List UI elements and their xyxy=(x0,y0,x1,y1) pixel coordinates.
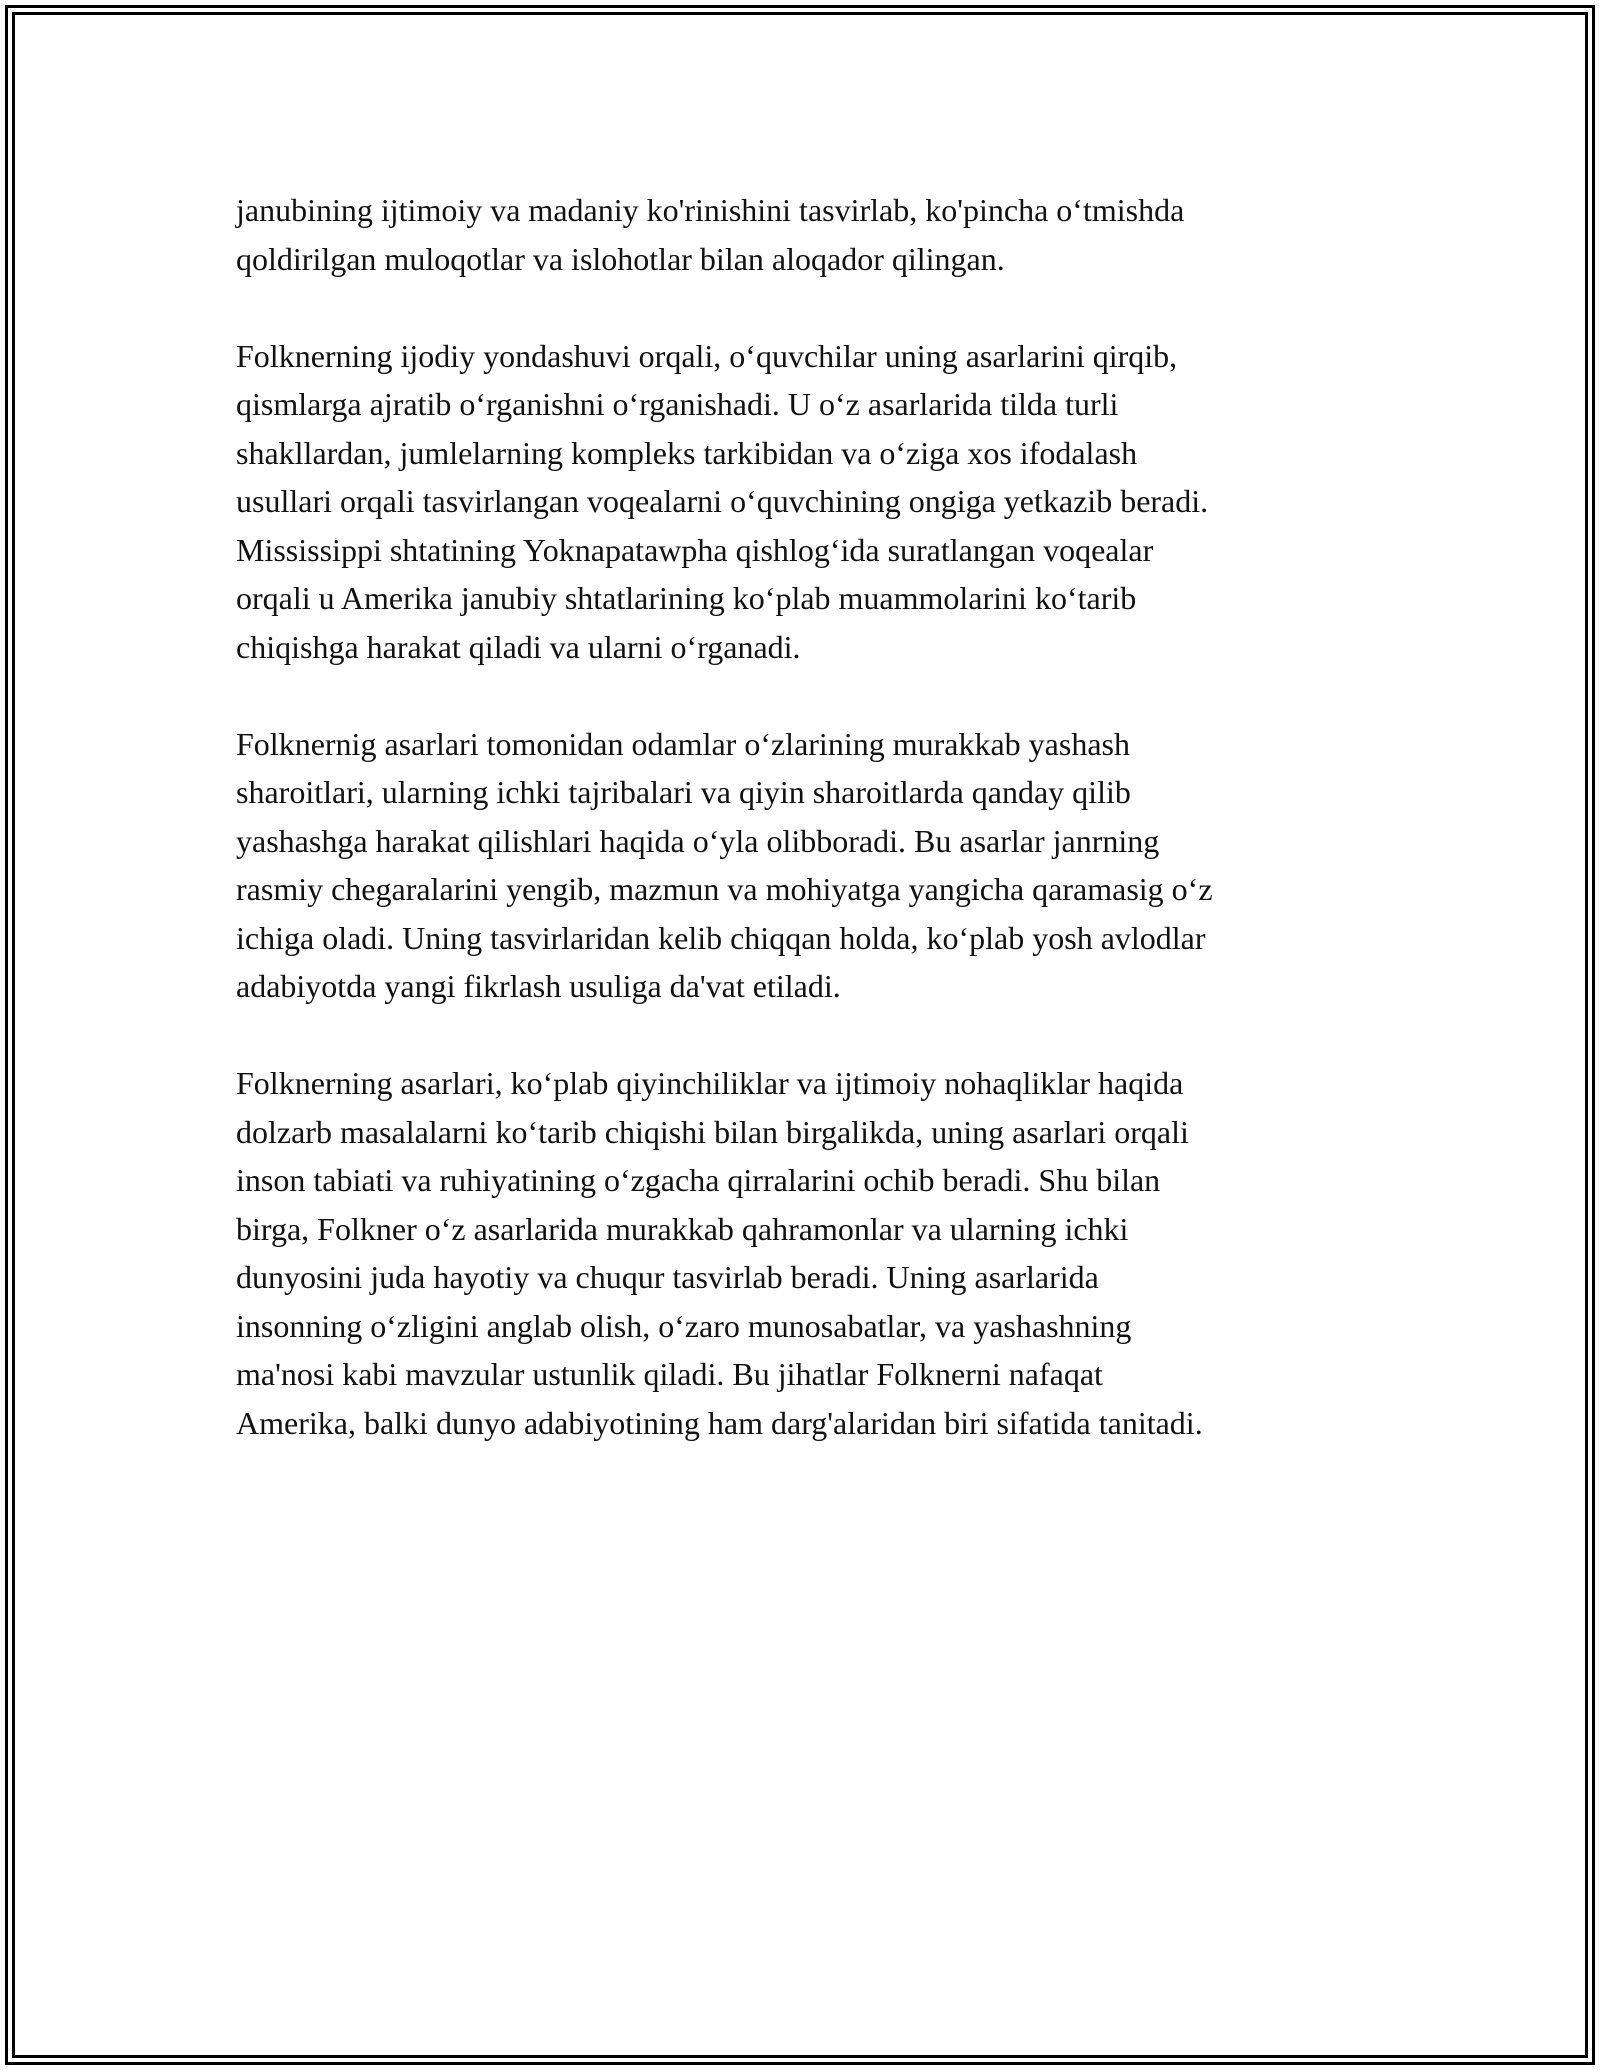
paragraph-4: Folknerning asarlari, ko‘plab qiyinchiliklar va ijtimoiy nohaqliklar haqida dolzarb masalalarni ko‘tarib chiqishi bilan birgalikda, uning asarlari orqali inson tabiati va ruhiyatining o‘zgacha qirralarini ochib beradi. Shu bilan birga, Folkner o‘z asarlarida murakkab qahramonlar va ularning ichki dunyosini juda hayotiy va chuqur tasvirlab beradi. Uning asarlarida insonning o‘zligini anglab olish, o‘zaro munosabatlar, va yashashning ma'nosi kabi mavzular ustunlik qiladi. Bu jihatlar Folknerni nafaqat Amerika, balki dunyo adabiyotining ham darg'alaridan biri sifatida tanitadi. xyxy=(236,1065,1203,1441)
document-body xyxy=(236,186,1366,1496)
paragraph-3: Folknernig asarlari tomonidan odamlar o‘zlarining murakkab yashash sharoitlari, ularning ichki tajribalari va qiyin sharoitlarda qanday qilib yashashga harakat qilishlari haqida o‘yla olibboradi. Bu asarlar janrning rasmiy chegaralarini yengib, mazmun va mohiyatga yangicha qaramasig o‘z ichiga oladi. Uning tasvirlaridan kelib chiqqan holda, ko‘plab yosh avlodlar adabiyotda yangi fikrlash usuliga da'vat etiladi. xyxy=(236,725,1213,1004)
paragraph-2: Folknerning ijodiy yondashuvi orqali, o‘quvchilar uning asarlarini qirqib, qismlarga ajratib o‘rganishni o‘rganishadi. U o‘z asarlarida tilda turli shakllardan, jumlelarning kompleks tarkibidan va o‘ziga xos ifodalash usullari orqali tasvirlangan voqealarni o‘quvchining ongiga yetkazib beradi. Mississippi shtatining Yoknapatawpha qishlog‘ida suratlangan voqealar orqali u Amerika janubiy shtatlarining ko‘plab muammolarini ko‘tarib chiqishga harakat qiladi va ularni o‘rganadi. xyxy=(236,337,1209,665)
paragraph-1: janubining ijtimoiy va madaniy ko'rinishini tasvirlab, ko'pincha o‘tmishda qoldirilgan muloqotlar va islohotlar bilan aloqador qilingan. xyxy=(236,192,1185,277)
